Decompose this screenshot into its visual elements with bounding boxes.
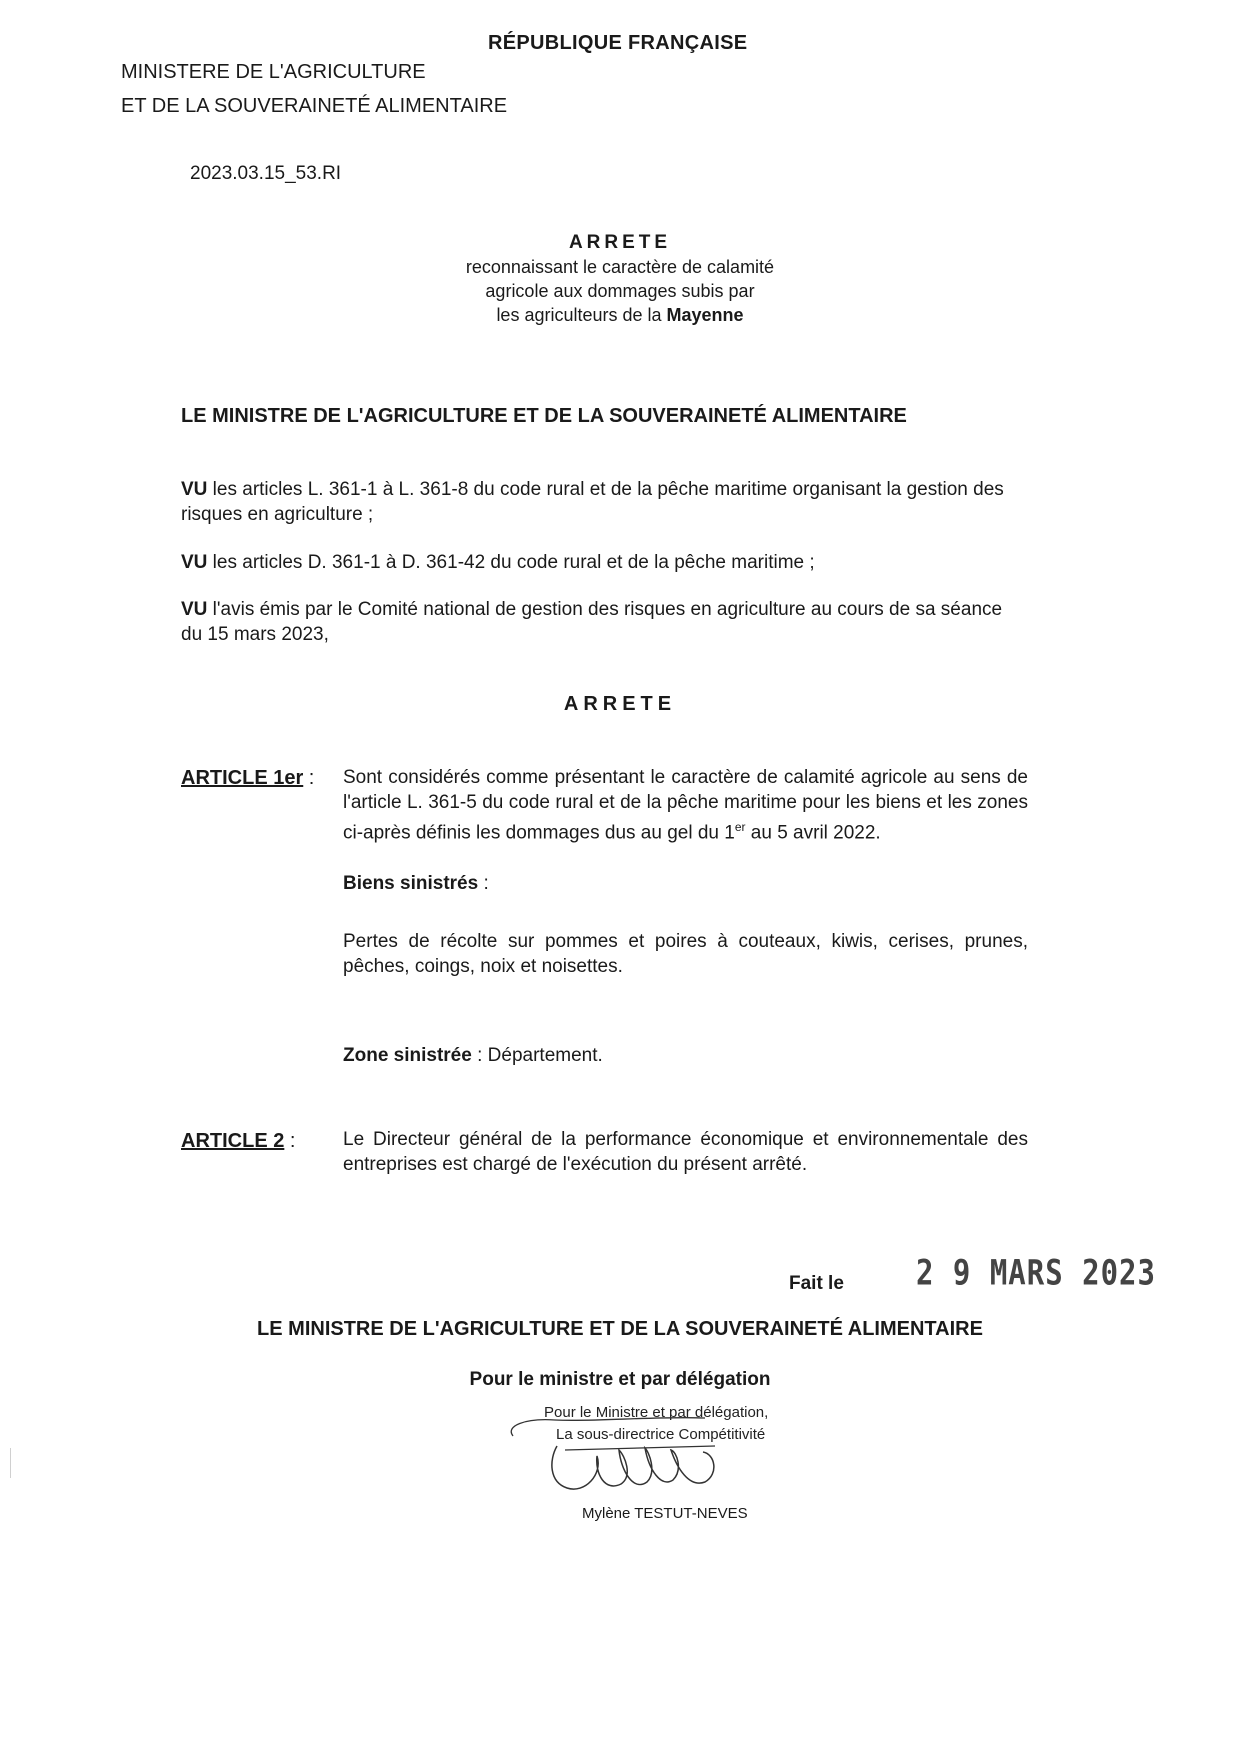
arrete-heading: ARRETE (563, 693, 677, 715)
article-1-label-suffix: : (303, 767, 315, 789)
scan-margin-mark (10, 1448, 11, 1478)
visa-paragraph (181, 477, 1028, 527)
article-1-text-b: au 5 avril 2022. (745, 822, 881, 844)
article-1-text-a: Sont considérés comme présentant le caractère de calamité agricole au sens de l'article L. 361-5 du code rural et de la pêche maritime pour les biens et les zones ci-après définis les dommages dus au gel du 1 (343, 767, 1028, 844)
title-arrete-heading: ARRETE (568, 232, 672, 253)
title-block (380, 231, 860, 327)
visa-prefix: VU (181, 552, 208, 573)
article-2-label-suffix: : (284, 1130, 296, 1152)
fait-le-label: Fait le (789, 1273, 844, 1294)
article-2-label-text: ARTICLE 2 (181, 1130, 285, 1152)
zone-text: : Département. (471, 1045, 603, 1066)
biens-sinistres-text: Pertes de récolte sur pommes et poires à couteaux, kiwis, cerises, prunes, pêches, coings, noix et noisettes. (343, 931, 1028, 977)
title-place: Mayenne (666, 305, 744, 325)
biens-sinistres-label (343, 873, 489, 895)
visa-paragraph (181, 550, 1028, 575)
ministry-line-2: ET DE LA SOUVERAINETÉ ALIMENTAIRE (121, 95, 508, 117)
article-1-superscript: er (734, 820, 746, 834)
visa-text: les articles L. 361-1 à L. 361-8 du code rural et de la pêche maritime organisant la gestion des risques en agriculture ; (181, 479, 1004, 525)
title-line-3-prefix: les agriculteurs de la (496, 305, 667, 325)
stamp-line-1: Pour le Ministre et par délégation, (544, 1404, 769, 1421)
minister-heading: LE MINISTRE DE L'AGRICULTURE ET DE LA SOUVERAINETÉ ALIMENTAIRE (181, 405, 907, 427)
delegation-line: Pour le ministre et par délégation (469, 1369, 771, 1390)
signature-minister-heading: LE MINISTRE DE L'AGRICULTURE ET DE LA SOUVERAINETÉ ALIMENTAIRE (257, 1318, 983, 1340)
visa-prefix: VU (181, 599, 208, 620)
article-2-label (181, 1130, 295, 1153)
date-stamp: 2 9 MARS 2023 (916, 1252, 1156, 1293)
stamp-line-2: La sous-directrice Compétitivité (556, 1426, 766, 1443)
visa-text: les articles D. 361-1 à D. 361-42 du code rural et de la pêche maritime ; (207, 552, 815, 573)
signatory-name: Mylène TESTUT-NEVES (582, 1505, 748, 1522)
article-2-body: Le Directeur général de la performance économique et environnementale des entreprises est chargé de l'exécution du présent arrêté. (343, 1129, 1028, 1175)
title-line-1: reconnaissant le caractère de calamité (465, 257, 775, 277)
zone-label-text: Zone sinistrée (343, 1045, 472, 1066)
visa-prefix: VU (181, 479, 208, 500)
ministry-header (121, 55, 507, 123)
article-1-body (343, 765, 1028, 845)
visa-paragraph (181, 597, 1028, 647)
article-1-label (181, 767, 314, 790)
zone-sinistree (343, 1045, 603, 1067)
biens-label-suffix: : (478, 873, 489, 894)
republique-header: RÉPUBLIQUE FRANÇAISE (488, 32, 748, 54)
handwritten-signature (505, 1408, 745, 1508)
article-1-label-text: ARTICLE 1er (181, 767, 304, 789)
ministry-line-1: MINISTERE DE L'AGRICULTURE (121, 61, 426, 83)
visa-text: l'avis émis par le Comité national de gestion des risques en agriculture au cours de sa séance du 15 mars 2023, (181, 599, 1003, 645)
title-line-3 (380, 303, 860, 327)
biens-label-text: Biens sinistrés (343, 873, 479, 894)
reference-number: 2023.03.15_53.RI (190, 163, 342, 184)
title-line-2: agricole aux dommages subis par (485, 281, 755, 301)
